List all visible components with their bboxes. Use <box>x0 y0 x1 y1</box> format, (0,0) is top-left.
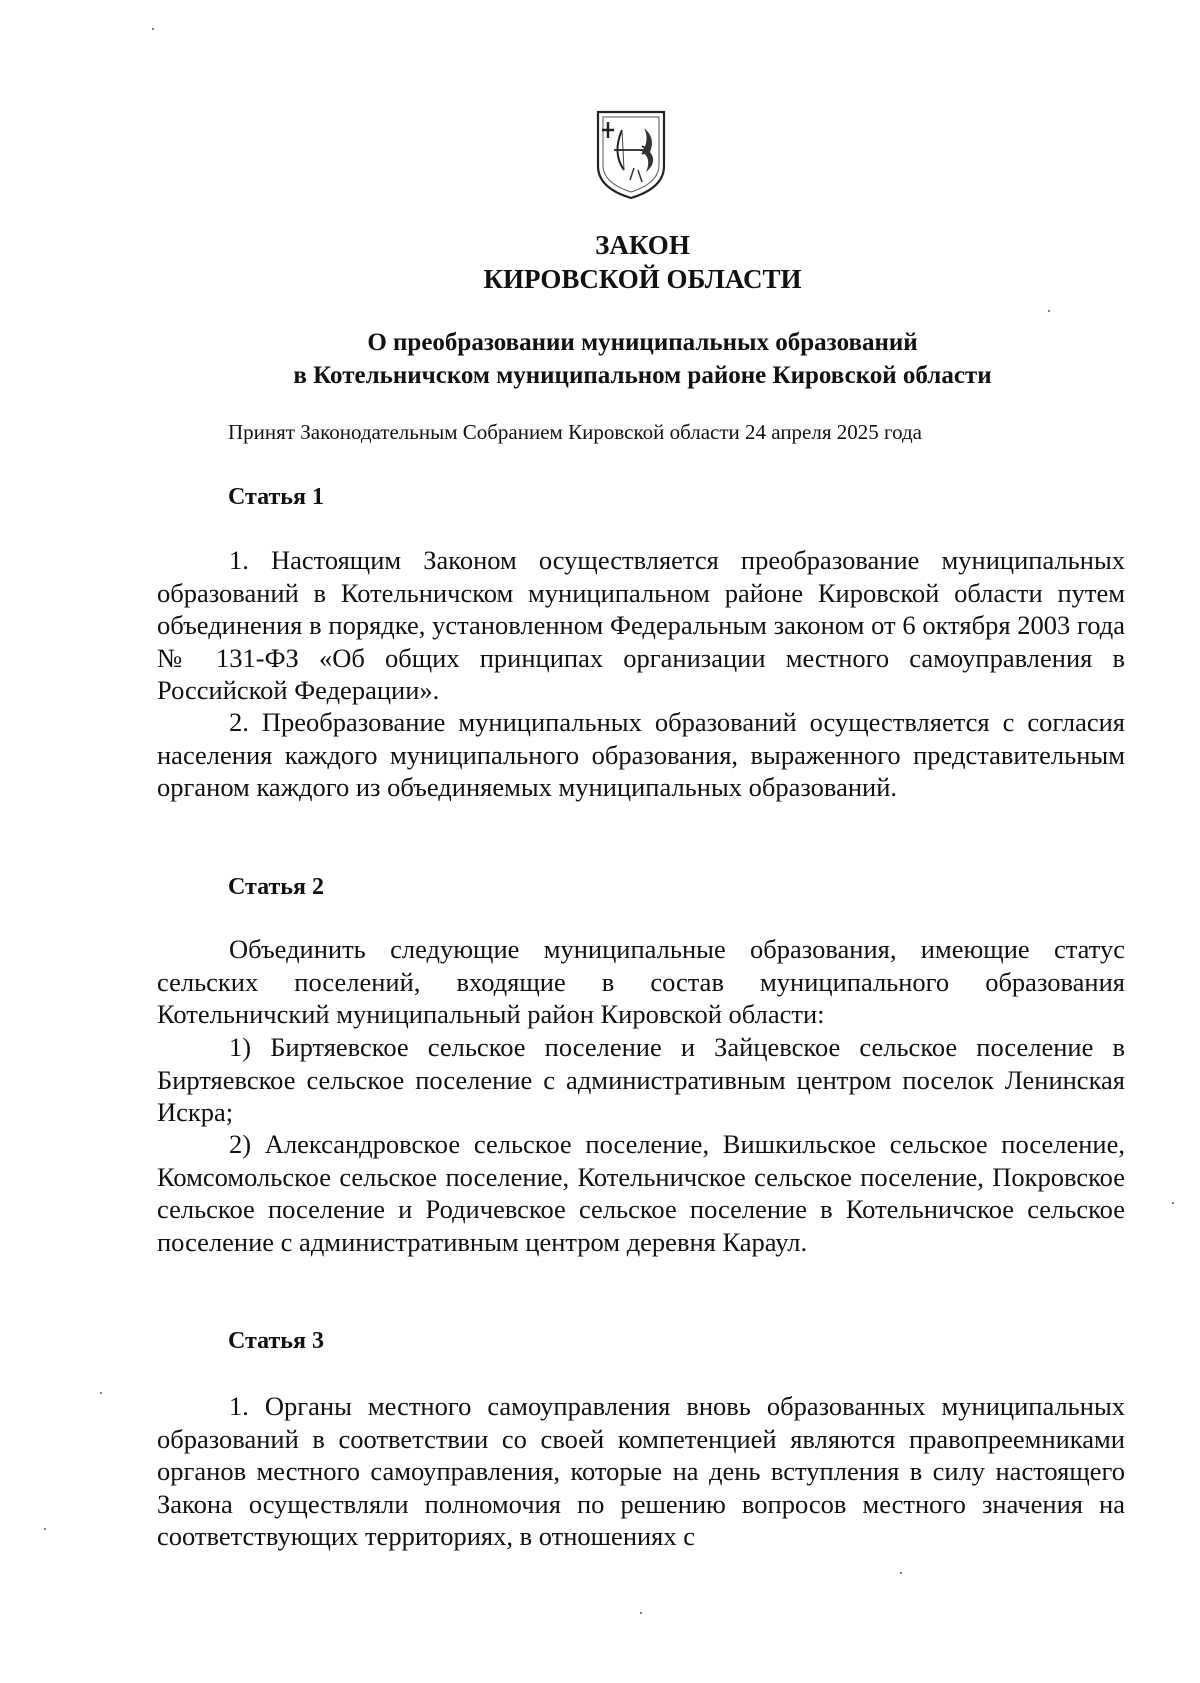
scan-speck <box>640 1612 642 1614</box>
article-3-title: Статья 3 <box>228 1328 324 1354</box>
article-2-paragraph-1: Объединить следующие муниципальные образования, имеющие статус сельских поселений, входящие в состав муниципального образования Котельничский муниципальный район Кировской области: <box>157 934 1125 1029</box>
law-subtitle-line2: в Котельничском муниципальном районе Кировской области <box>293 362 992 389</box>
scan-speck <box>100 1392 102 1394</box>
scan-speck <box>152 28 154 30</box>
law-subtitle-line1: О преобразовании муниципальных образований <box>367 329 918 356</box>
article-1-paragraph-1: 1. Настоящим Законом осуществляется преобразование муниципальных образований в Котельничском муниципальном районе Кировской области путем объединения в порядке, установленном Федеральным законом от 6 октября 2003 года № 131-ФЗ «Об общих принципах организации местного самоуправления в Российской Федерации». <box>157 545 1125 705</box>
scan-speck <box>44 1528 46 1530</box>
scan-speck <box>1172 1202 1174 1204</box>
scan-speck <box>900 1572 902 1574</box>
coat-of-arms-icon <box>594 108 668 202</box>
article-2-title: Статья 2 <box>228 874 324 900</box>
scan-speck <box>1048 310 1050 312</box>
law-heading-line1: ЗАКОН <box>595 230 690 260</box>
kirov-coat-of-arms-emblem <box>594 108 668 202</box>
article-3-paragraph-1: 1. Органы местного самоуправления вновь образованных муниципальных образований в соответствии со своей компетенцией являются правопреемниками органов местного самоуправления, которые на день вступления в силу настоящего Закона осуществляли полномочия по решению вопросов местного значения на соответствующих территориях, в отношениях с <box>157 1391 1125 1551</box>
article-1-title: Статья 1 <box>228 484 324 510</box>
adoption-note: Принят Законодательным Собранием Кировской области 24 апреля 2025 года <box>228 420 923 444</box>
article-2-item-2: 2) Александровское сельское поселение, Вишкильское сельское поселение, Комсомольское сельское поселение, Котельничское сельское поселение, Покровское сельское поселение и Родичевское сельское поселение в Котельничское сельское поселение с административным центром деревня Караул. <box>157 1129 1125 1257</box>
article-1-paragraph-2: 2. Преобразование муниципальных образований осуществляется с согласия населения каждого муниципального образования, выраженного представительным органом каждого из объединяемых муниципальных образований. <box>157 707 1125 802</box>
article-2-item-1: 1) Биртяевское сельское поселение и Зайцевское сельское поселение в Биртяевское сельское поселение с административным центром поселок Ленинская Искра; <box>157 1032 1125 1127</box>
law-heading-line2: КИРОВСКОЙ ОБЛАСТИ <box>483 264 802 294</box>
